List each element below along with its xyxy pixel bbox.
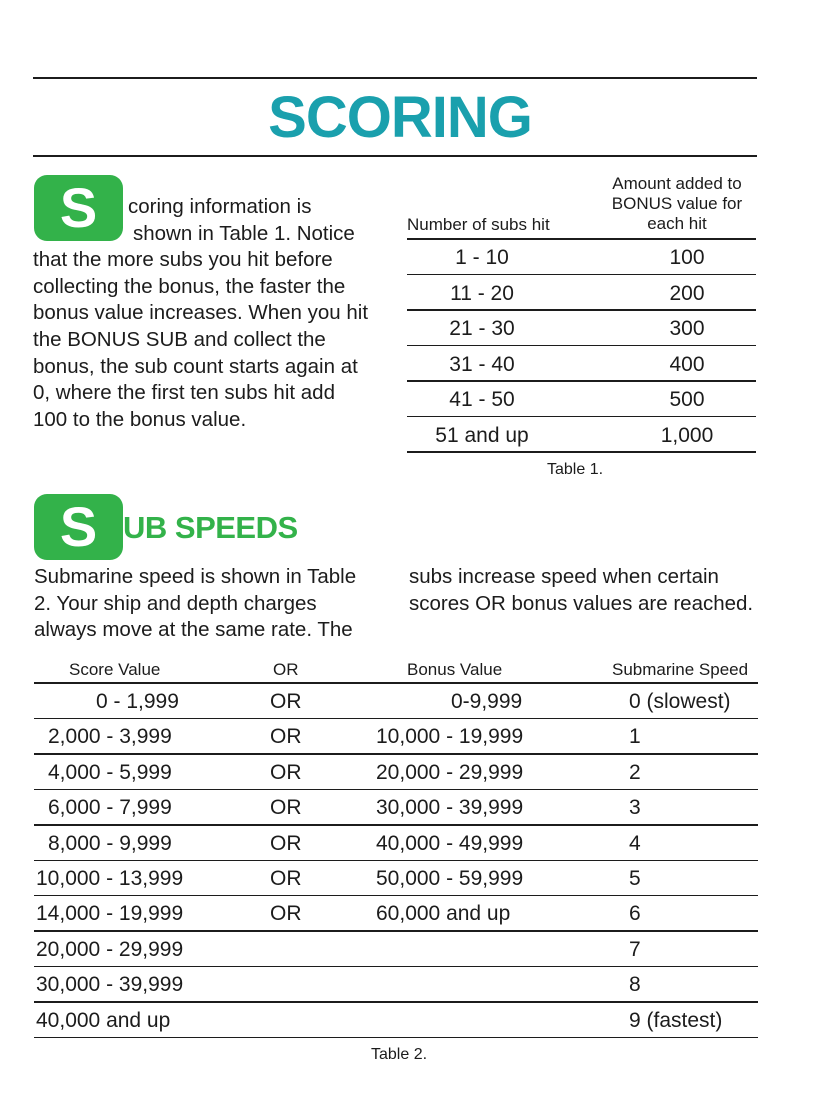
- table1-subs-cell: 11 - 20: [450, 281, 514, 305]
- subspeeds-line: always move at the same rate. The: [34, 618, 353, 642]
- table1-header-subs: Number of subs hit: [407, 215, 550, 234]
- scoring-line: that the more subs you hit before: [33, 248, 333, 272]
- table1-row: [407, 240, 756, 275]
- scoring-line: 0, where the first ten subs hit add: [33, 381, 335, 405]
- table2-speed-cell: 6: [629, 902, 641, 926]
- table1-subs-cell: 1 - 10: [455, 246, 509, 269]
- table2-score-cell: 10,000 - 13,999: [36, 867, 184, 890]
- table1-row: [407, 418, 756, 453]
- table2-header-score: Score Value: [69, 660, 161, 679]
- subspeeds-paragraph-col1: [34, 564, 356, 644]
- table1-header-amount-line: BONUS value for: [611, 194, 743, 213]
- table2-header-or: OR: [273, 660, 299, 679]
- table1-header-amount-line: Amount added to: [612, 174, 742, 193]
- page-title: SCORING: [268, 85, 532, 150]
- table2-or-cell: OR: [270, 796, 302, 820]
- table1-row: [407, 276, 756, 311]
- table2-speed-cell: 0 (slowest): [629, 690, 731, 713]
- table2-bonus-cell: 50,000 - 59,999: [376, 867, 524, 890]
- subspeeds-heading: UB SPEEDS: [123, 510, 298, 545]
- subspeeds-line: 2. Your ship and depth charges: [34, 591, 317, 615]
- table2-or-cell: OR: [270, 867, 302, 890]
- table2-score-cell: 4,000 - 5,999: [48, 760, 172, 784]
- table2-score-cell: 8,000 - 9,999: [48, 831, 172, 855]
- table1-amount-cell: 1,000: [660, 423, 714, 447]
- scoring-line: 100 to the bonus value.: [33, 407, 247, 431]
- scoring-line: collecting the bonus, the faster the: [33, 274, 346, 298]
- table2-row: [34, 932, 758, 967]
- table1-header-amount: [592, 174, 762, 234]
- top-rule: [33, 77, 757, 79]
- table1-header-amount-line: each hit: [647, 214, 707, 233]
- table2-score-cell: 40,000 and up: [36, 1008, 171, 1032]
- scoring-paragraph: [33, 194, 368, 433]
- table2-or-cell: OR: [270, 831, 302, 855]
- table1-subs-cell: 51 and up: [435, 423, 529, 447]
- table2-score-cell: 6,000 - 7,999: [48, 796, 172, 820]
- table2-speed-cell: 2: [629, 760, 641, 784]
- table2-bonus-cell: 20,000 - 29,999: [376, 760, 524, 784]
- table2-speed-cell: 3: [629, 796, 641, 820]
- table2-or-cell: OR: [270, 725, 302, 749]
- table1-amount-cell: 300: [669, 317, 705, 340]
- title-underline: [33, 155, 757, 157]
- table2-bonus-cell: 10,000 - 19,999: [376, 725, 524, 749]
- table2-speed-cell: 8: [629, 973, 641, 997]
- table2-speed-cell: 4: [629, 831, 641, 855]
- table2-row: [34, 826, 758, 861]
- table1-amount-cell: 400: [669, 352, 705, 376]
- table2-score-cell: 0 - 1,999: [96, 690, 179, 713]
- table2-row-divider: [34, 1037, 758, 1038]
- table1-caption: Table 1.: [547, 461, 604, 478]
- table2-row: [34, 896, 758, 931]
- table1-amount-cell: 200: [669, 281, 705, 305]
- table1-amount-cell: 500: [669, 388, 705, 411]
- table2-or-cell: OR: [270, 690, 302, 713]
- table2-or-cell: OR: [270, 760, 302, 784]
- subspeeds-line: scores OR bonus values are reached.: [409, 591, 754, 615]
- table2-caption: Table 2.: [371, 1046, 428, 1063]
- table2-bonus-cell: 40,000 - 49,999: [376, 831, 524, 855]
- table2-or-cell: OR: [270, 902, 302, 926]
- table1-row-divider: [407, 451, 756, 453]
- table2-score-cell: 30,000 - 39,999: [36, 973, 184, 997]
- table2-speed-cell: 5: [629, 867, 641, 890]
- table2-row: [34, 1003, 758, 1038]
- scoring-line: coring information is: [128, 195, 312, 218]
- table2-bonus-cell: 30,000 - 39,999: [376, 796, 524, 820]
- table2-row: [34, 967, 758, 1002]
- table2-bonus-cell: 0-9,999: [451, 690, 523, 713]
- table2-speed-cell: 1: [629, 725, 641, 749]
- scoring-line: the BONUS SUB and collect the: [33, 327, 326, 351]
- scoring-line: bonus, the sub count starts again at: [33, 354, 358, 378]
- table2-row: [34, 755, 758, 790]
- subspeeds-line: Submarine speed is shown in Table: [34, 565, 357, 588]
- table2-row: [34, 790, 758, 825]
- table2-score-cell: 14,000 - 19,999: [36, 902, 184, 926]
- table1-row: [407, 382, 756, 417]
- table2-score-cell: 2,000 - 3,999: [48, 725, 172, 749]
- table1-row: [407, 311, 756, 346]
- table2-speed-cell: 9 (fastest): [629, 1008, 723, 1032]
- subspeeds-paragraph-col2: [409, 564, 753, 617]
- scoring-line: bonus value increases. When you hit: [33, 301, 369, 325]
- subspeeds-line: subs increase speed when certain: [409, 565, 719, 588]
- table2-score-cell: 20,000 - 29,999: [36, 937, 184, 961]
- table1-amount-cell: 100: [669, 246, 705, 269]
- table1-row: [407, 347, 756, 382]
- table1-subs-cell: 21 - 30: [449, 317, 515, 340]
- table2-header-speed: Submarine Speed: [612, 660, 749, 679]
- table2-bonus-cell: 60,000 and up: [376, 902, 511, 926]
- table2-row: [34, 684, 758, 719]
- scoring-line: shown in Table 1. Notice: [133, 221, 355, 245]
- table2-row: [34, 719, 758, 754]
- table2-speed-cell: 7: [629, 937, 641, 961]
- scoring-dropcap: S: [34, 175, 123, 241]
- table1-subs-cell: 31 - 40: [449, 352, 515, 376]
- table1-subs-cell: 41 - 50: [449, 388, 515, 411]
- table2-row: [34, 861, 758, 896]
- subspeeds-dropcap: S: [34, 494, 123, 560]
- table2-header-bonus: Bonus Value: [407, 660, 503, 679]
